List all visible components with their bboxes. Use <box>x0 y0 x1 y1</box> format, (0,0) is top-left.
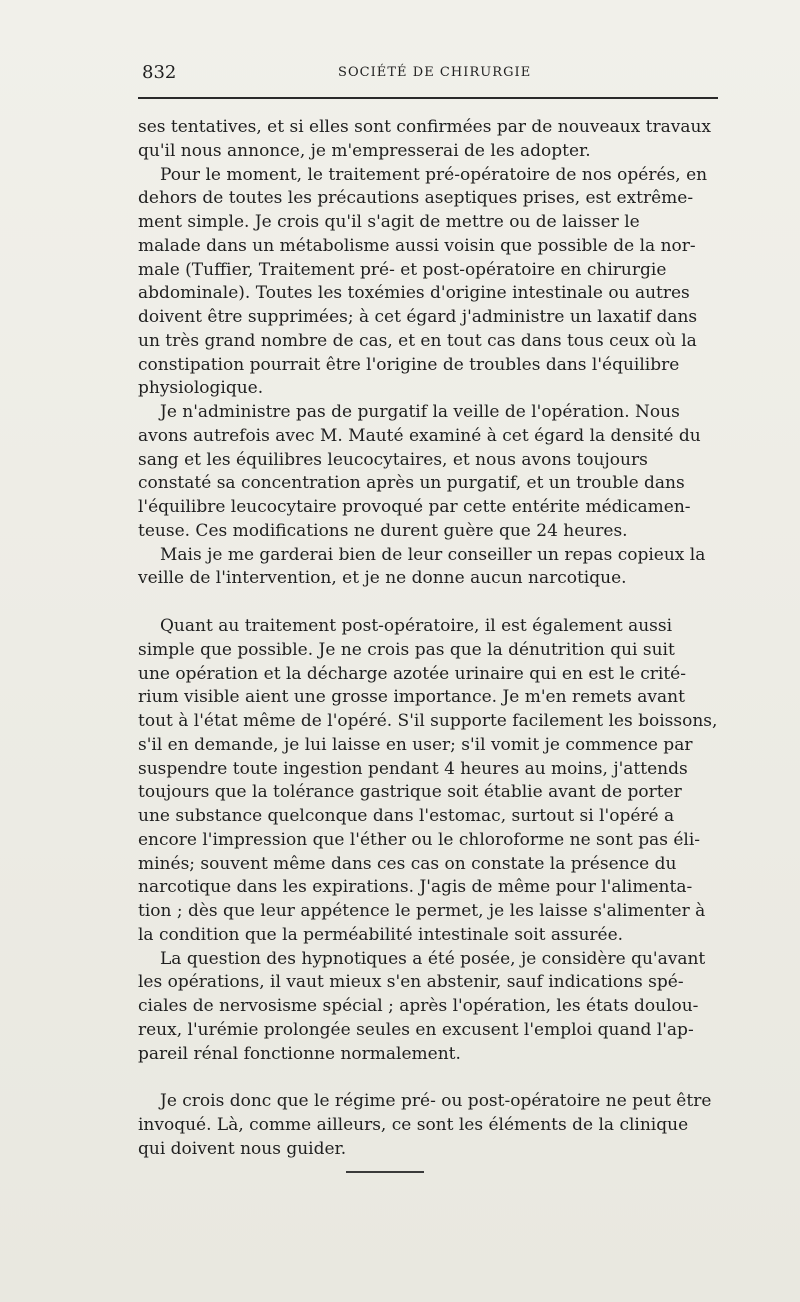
paragraph-1 <box>138 116 718 164</box>
text-line: l'équilibre leucocytaire provoqué par cette entérite médicamen- <box>138 497 691 517</box>
text-line: Mais je me garderai bien de leur conseiller un repas copieux la <box>160 544 706 565</box>
text-line: tion ; dès que leur appétence le permet, je les laisse s'alimenter à <box>138 901 706 921</box>
text-line: doivent être supprimées; à cet égard j'administre un laxatif dans <box>138 307 698 327</box>
header-rule <box>138 97 718 99</box>
text-line: Quant au traitement post-opératoire, il est également aussi <box>160 616 673 636</box>
text-line: La question des hypnotiques a été posée, je considère qu'avant <box>160 948 706 969</box>
text-line: reux, l'urémie prolongée seules en excusent l'emploi quand l'ap- <box>138 1019 694 1040</box>
text-line: simple que possible. Je ne crois pas que la dénutrition qui suit <box>138 639 675 660</box>
text-line: minés; souvent même dans ces cas on constate la présence du <box>138 853 677 874</box>
text-line: sang et les équilibres leucocytaires, et nous avons toujours <box>138 449 648 470</box>
text-line: invoqué. Là, comme ailleurs, ce sont les éléments de la clinique <box>138 1115 689 1135</box>
text-line: ment simple. Je crois qu'il s'agit de mettre ou de laisser le <box>138 212 640 232</box>
text-line: constipation pourrait être l'origine de troubles dans l'équilibre <box>138 354 680 375</box>
page-header <box>138 62 718 84</box>
text-line: ciales de nervosisme spécial ; après l'opération, les états doulou- <box>138 996 699 1016</box>
page-number: 832 <box>142 62 177 83</box>
paragraph-3 <box>138 401 718 544</box>
end-rule <box>346 1171 424 1173</box>
text-line: ses tentatives, et si elles sont confirmées par de nouveaux travaux <box>138 117 711 137</box>
text-line: constaté sa concentration après un purgatif, et un trouble dans <box>138 473 685 494</box>
text-line: abdominale). Toutes les toxémies d'origine intestinale ou autres <box>138 283 690 304</box>
paragraph-gap <box>138 1066 718 1090</box>
text-line: pareil rénal fonctionne normalement. <box>138 1043 461 1064</box>
text-line: suspendre toute ingestion pendant 4 heures au moins, j'attends <box>138 758 688 779</box>
text-line: toujours que la tolérance gastrique soit établie avant de porter <box>138 782 682 803</box>
text-line: Pour le moment, le traitement pré-opératoire de nos opérés, en <box>160 164 708 185</box>
paragraph-2 <box>138 164 718 402</box>
text-line: physiologique. <box>138 378 264 399</box>
text-line: rium visible aient une grosse importance. Je m'en remets avant <box>138 687 685 708</box>
text-line: tout à l'état même de l'opéré. S'il supporte facilement les boissons, <box>138 711 718 731</box>
text-line: male (Tuffier, Traitement pré- et post-opératoire en chirurgie <box>138 259 667 280</box>
text-line: narcotique dans les expirations. J'agis de même pour l'alimenta- <box>138 877 693 898</box>
text-line: veille de l'intervention, et je ne donne aucun narcotique. <box>138 568 627 589</box>
text-line: la condition que la perméabilité intestinale soit assurée. <box>138 924 624 945</box>
text-line: malade dans un métabolisme aussi voisin que possible de la nor- <box>138 235 696 256</box>
text-line: dehors de toutes les précautions aseptiques prises, est extrême- <box>138 188 694 209</box>
paragraph-7 <box>138 1090 718 1161</box>
text-line: une opération et la décharge azotée urinaire qui en est le crité- <box>138 663 686 684</box>
text-line: un très grand nombre de cas, et en tout cas dans tous ceux où la <box>138 330 697 351</box>
paragraph-gap <box>138 591 718 615</box>
text-line: encore l'impression que l'éther ou le chloroforme ne sont pas éli- <box>138 829 701 850</box>
paragraph-4 <box>138 544 718 592</box>
text-line: s'il en demande, je lui laisse en user; s'il vomit je commence par <box>138 734 693 755</box>
text-line: Je n'administre pas de purgatif la veille de l'opération. Nous <box>160 402 680 422</box>
text-line: Je crois donc que le régime pré- ou post-opératoire ne peut être <box>160 1091 712 1112</box>
text-line: qu'il nous annonce, je m'empresserai de les adopter. <box>138 140 591 161</box>
body-text <box>138 116 718 1162</box>
paragraph-6 <box>138 948 718 1067</box>
text-line: qui doivent nous guider. <box>138 1138 347 1159</box>
text-line: avons autrefois avec M. Mauté examiné à cet égard la densité du <box>138 425 701 446</box>
text-line: une substance quelconque dans l'estomac, surtout si l'opéré a <box>138 806 675 826</box>
paragraph-5 <box>138 615 718 948</box>
running-head: SOCIÉTÉ DE CHIRURGIE <box>338 65 532 80</box>
text-line: teuse. Ces modifications ne durent guère que 24 heures. <box>138 520 628 541</box>
text-line: les opérations, il vaut mieux s'en abstenir, sauf indications spé- <box>138 972 684 993</box>
